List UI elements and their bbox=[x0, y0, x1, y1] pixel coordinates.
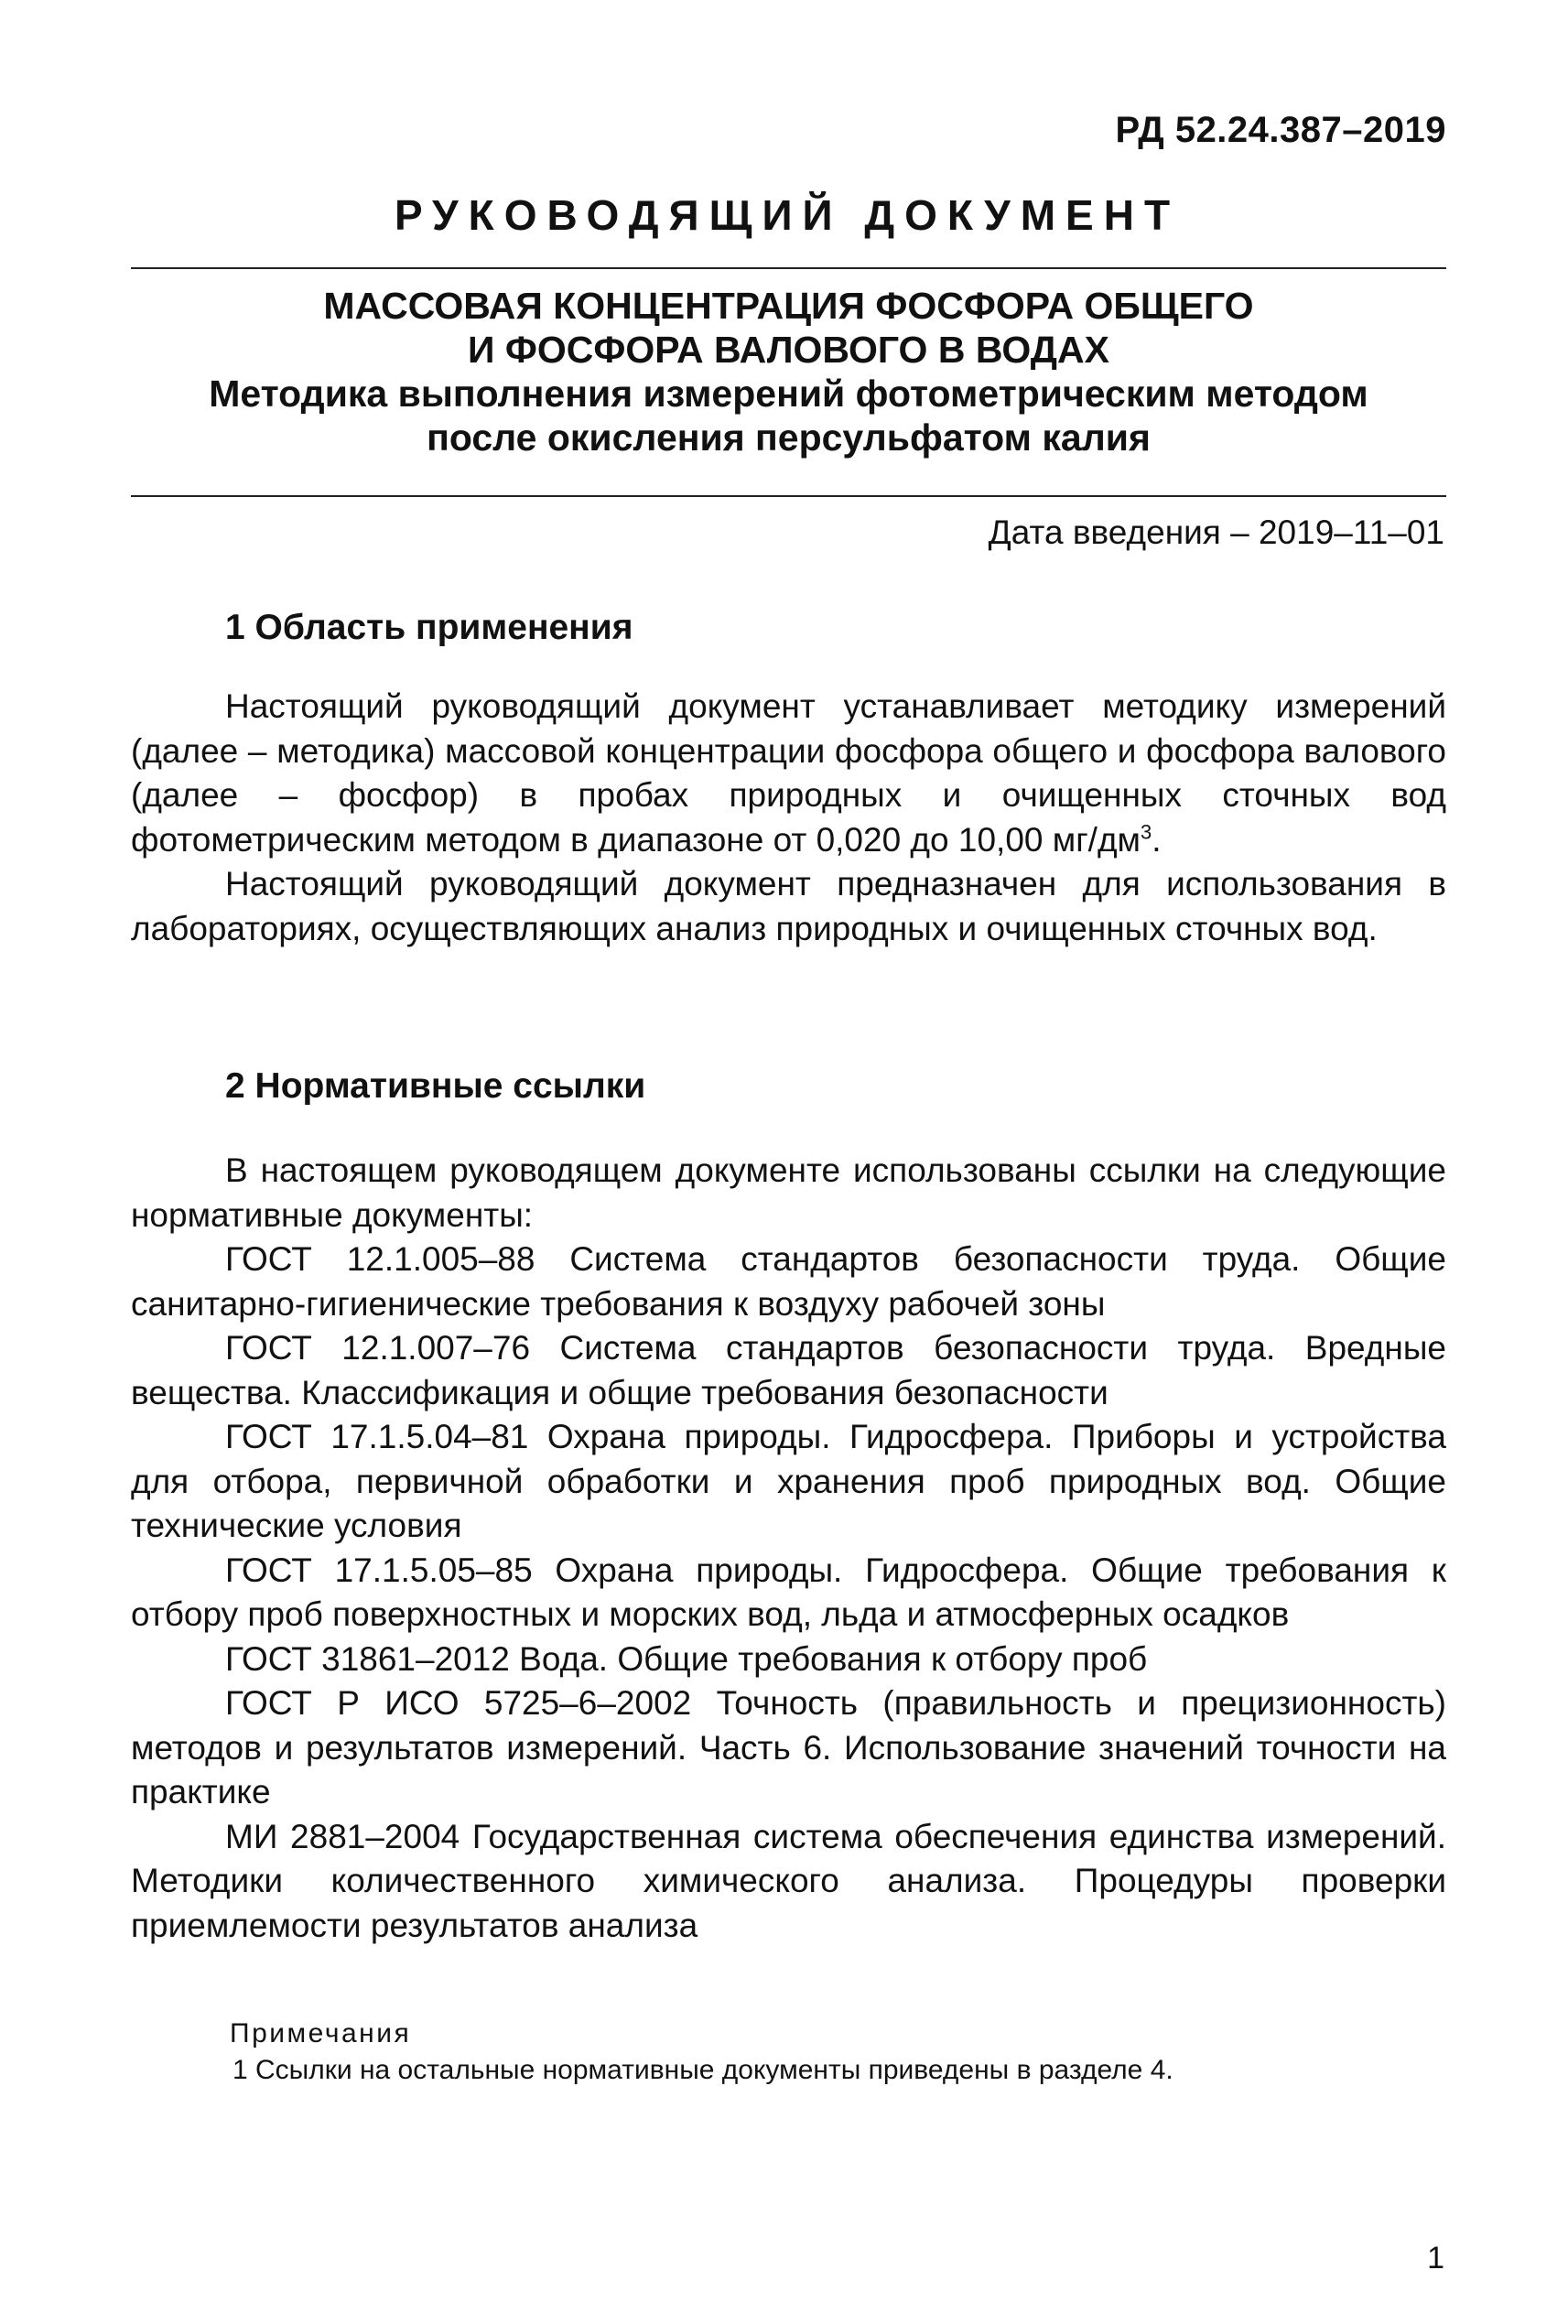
reference-entry: ГОСТ 12.1.005–88 Система стандартов безопасности труда. Общие санитарно-гигиенические требования к воздуху рабочей зоны bbox=[131, 1240, 1446, 1323]
document-type-heading: РУКОВОДЯЩИЙ ДОКУМЕНТ bbox=[394, 191, 1181, 239]
bottom-divider bbox=[131, 495, 1446, 497]
section-2-heading: 2 Нормативные ссылки bbox=[225, 1066, 646, 1106]
reference-entry: ГОСТ 12.1.007–76 Система стандартов безопасности труда. Вредные вещества. Классификация и общие требования безопасности bbox=[131, 1329, 1446, 1411]
reference-entry: ГОСТ 17.1.5.05–85 Охрана природы. Гидросфера. Общие требования к отбору проб поверхностных и морских вод, льда и атмосферных осадков bbox=[131, 1551, 1446, 1633]
notes-title: Примечания bbox=[230, 2018, 412, 2048]
reference-entry: ГОСТ 17.1.5.04–81 Охрана природы. Гидросфера. Приборы и устройства для отбора, первичной обработки и хранения проб природных вод. Общие технические условия bbox=[131, 1418, 1446, 1544]
paragraph: Настоящий руководящий документ предназначен для использования в лабораториях, осуществляющих анализ природных и очищенных сточных вод. bbox=[131, 865, 1446, 947]
superscript: 3 bbox=[1141, 820, 1152, 844]
document-title bbox=[131, 284, 1446, 459]
reference-entry: МИ 2881–2004 Государственная система обеспечения единства измерений. Методики количественного химического анализа. Процедуры проверки приемлемости результатов анализа bbox=[131, 1817, 1446, 1944]
section-1-body bbox=[131, 685, 1446, 951]
title-line: МАССОВАЯ КОНЦЕНТРАЦИЯ ФОСФОРА ОБЩЕГО bbox=[323, 285, 1254, 327]
page-number: 1 bbox=[1427, 2241, 1444, 2275]
reference-entry: ГОСТ 31861–2012 Вода. Общие требования к отбору проб bbox=[225, 1639, 1148, 1678]
reference-entry: ГОСТ Р ИСО 5725–6–2002 Точность (правильность и прецизионность) методов и результатов измерений. Часть 6. Использование значений точности на практике bbox=[131, 1684, 1446, 1811]
subtitle-line: после окисления персульфатом калия bbox=[427, 416, 1151, 459]
top-divider bbox=[131, 267, 1446, 269]
title-line: И ФОСФОРА ВАЛОВОГО В ВОДАХ bbox=[468, 329, 1109, 371]
note-item: 1 Ссылки на остальные нормативные документы приведены в разделе 4. bbox=[232, 2055, 1173, 2085]
section-1-heading: 1 Область применения bbox=[225, 608, 633, 647]
paragraph: В настоящем руководящем документе использованы ссылки на следующие нормативные документы: bbox=[131, 1151, 1446, 1234]
document-code: РД 52.24.387–2019 bbox=[1115, 110, 1446, 150]
paragraph: Настоящий руководящий документ устанавливает методику измерений (далее – методика) массовой концентрации фосфора общего и фосфора валового (далее – фосфор) в пробах природных и очищенных сточных вод фотометрическим методом в диапазоне от 0,020 до 10,00 $мг/дм^3$. bbox=[131, 687, 1446, 859]
introduction-date: Дата введения – 2019–11–01 bbox=[988, 513, 1444, 551]
subtitle-line: Методика выполнения измерений фотометрическим методом bbox=[209, 373, 1368, 415]
section-2-body bbox=[131, 1149, 1446, 1948]
